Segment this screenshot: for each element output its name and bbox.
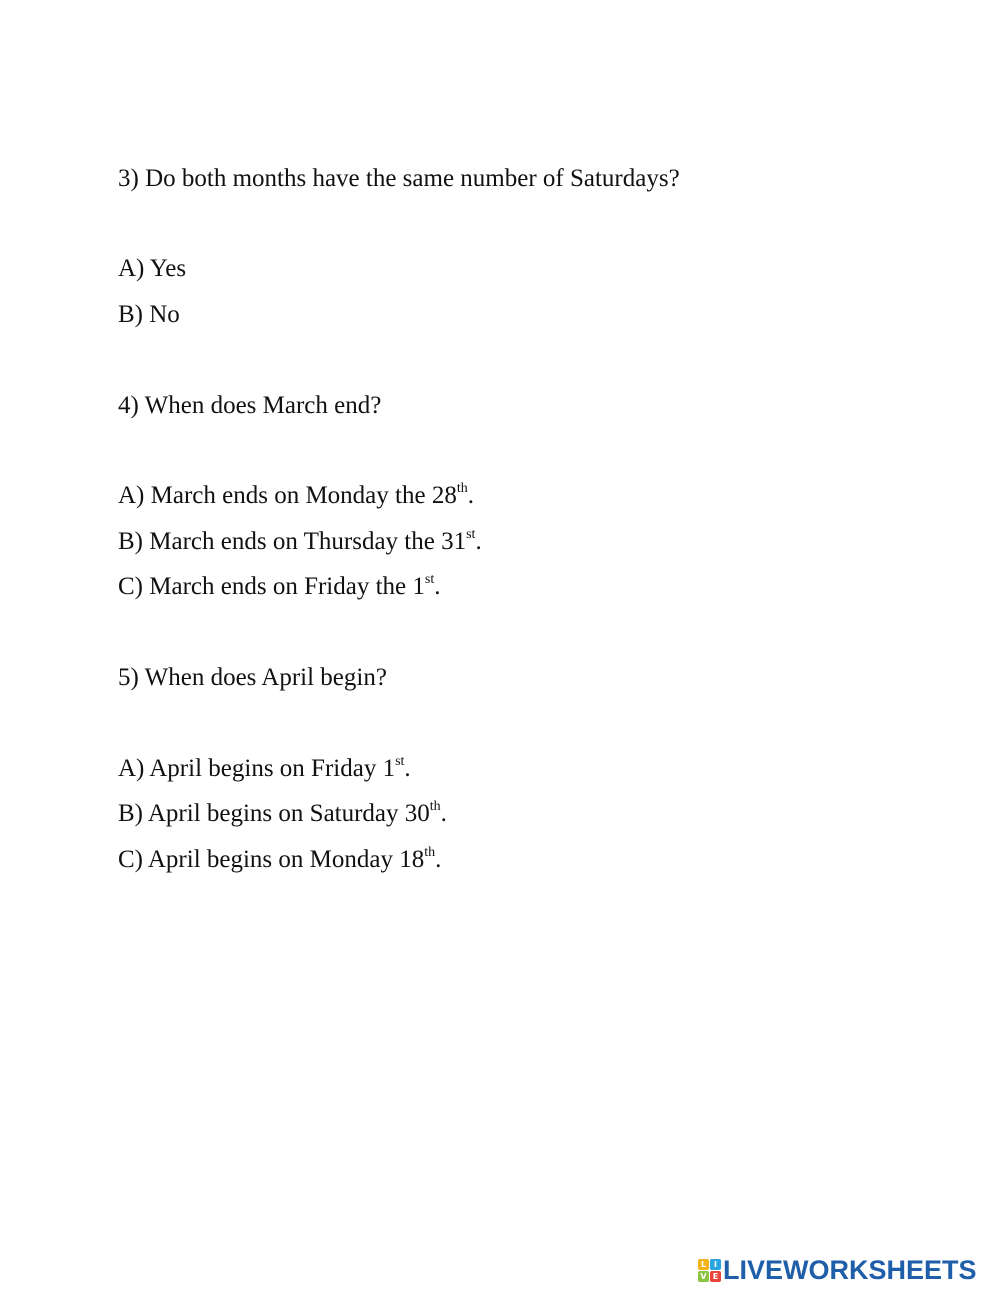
option-end: . — [440, 800, 447, 827]
question-5-prompt: 5) When does April begin? — [118, 664, 387, 691]
logo-block: E — [710, 1271, 721, 1282]
option-end: . — [467, 482, 474, 509]
question-3-prompt: 3) Do both months have the same number of Saturdays? — [118, 165, 680, 192]
logo-block: V — [698, 1271, 709, 1282]
option-text: B) March ends on Thursday the 31 — [118, 528, 467, 555]
option-end: . — [475, 528, 482, 555]
question-4-option-b[interactable] — [118, 527, 482, 557]
option-text: C) March ends on Friday the 1 — [118, 573, 425, 600]
ordinal-suffix: st — [424, 571, 435, 587]
question-4-option-a[interactable] — [118, 481, 474, 511]
question-4-option-c[interactable] — [118, 572, 440, 602]
logo-wordmark: LIVEWORKSHEETS — [723, 1254, 977, 1285]
question-5-option-a[interactable] — [118, 754, 411, 784]
option-text: A) April begins on Friday 1 — [118, 755, 396, 782]
liveworksheets-logo — [698, 1255, 977, 1285]
question-3-option-b[interactable]: B) No — [118, 301, 180, 328]
question-4-prompt: 4) When does March end? — [118, 392, 382, 419]
logo-block: L — [698, 1259, 709, 1270]
ordinal-suffix: st — [395, 753, 405, 769]
option-text: C) April begins on Monday 18 — [118, 846, 425, 873]
logo-blocks-icon — [698, 1259, 721, 1282]
option-end: . — [404, 755, 411, 782]
option-end: . — [434, 573, 441, 600]
ordinal-suffix: th — [429, 798, 441, 814]
ordinal-suffix: st — [466, 526, 476, 542]
logo-block: I — [710, 1259, 721, 1270]
ordinal-suffix: th — [424, 844, 436, 860]
option-end: . — [435, 846, 442, 873]
question-3-option-a[interactable]: A) Yes — [118, 255, 187, 282]
option-text: A) March ends on Monday the 28 — [118, 482, 457, 509]
question-5-option-c[interactable] — [118, 845, 441, 875]
question-5-option-b[interactable] — [118, 799, 447, 829]
option-text: B) April begins on Saturday 30 — [118, 800, 430, 827]
ordinal-suffix: th — [456, 480, 468, 496]
